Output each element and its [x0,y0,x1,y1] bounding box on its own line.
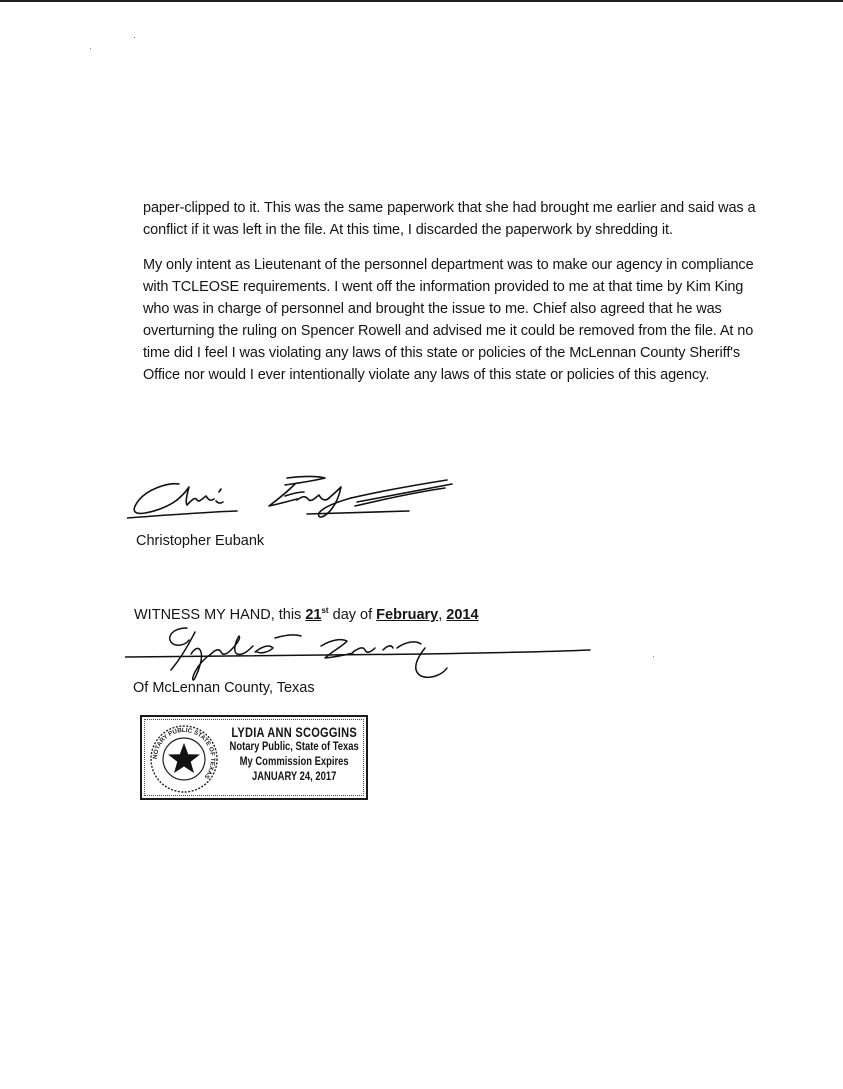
notary-seal-text: NOTARY PUBLIC STATE OF TEXAS [151,726,217,780]
witness-comma: , [438,607,447,623]
notary-title: Notary Public, State of Texas [229,741,359,753]
scan-speck [90,48,91,49]
notary-seal-star-icon [148,723,220,795]
witness-middle: day of [328,607,377,623]
scan-top-border [0,0,843,2]
county-line: Of McLennan County, Texas [133,680,315,696]
witness-month: February [376,607,439,623]
witness-day: 21 [305,607,322,623]
scan-speck [653,656,654,657]
notary-commission-label: My Commission Expires [239,756,349,768]
scan-speck [134,37,135,38]
witness-day-suffix: st [321,606,329,615]
notary-commission-date: JANUARY 24, 2017 [251,771,337,783]
signer-name: Christopher Eubank [136,533,265,549]
witness-statement [134,606,479,623]
notary-stamp-text [222,725,366,785]
witness-year: 2014 [446,607,479,623]
paragraph-1: paper-clipped to it. This was the same paperwork that she had brought me earlier and said was a conflict if it was left in the file. At this time, I discarded the paperwork by shredding it. [143,200,756,238]
paragraph-2: My only intent as Lieutenant of the personnel department was to make our agency in compliance with TCLEOSE requirements. I went off the information provided to me at that time by Kim King who was in charge of personnel and brought the issue to me. Chief also agreed that he was overturning the ruling on Spencer Rowell and advised me it could be removed from the file. At no time did I feel I was violating any laws of this state or policies of the McLennan County Sheriff's Office nor would I ever intentionally violate any laws of this state or policies of this agency. [143,257,754,383]
notary-name: LYDIA ANN SCOGGINS [231,725,357,740]
witness-prefix: WITNESS MY HAND, this [134,607,306,623]
statement-body [143,197,773,399]
christopher-eubank-signature [127,468,457,526]
notary-stamp [140,715,368,800]
